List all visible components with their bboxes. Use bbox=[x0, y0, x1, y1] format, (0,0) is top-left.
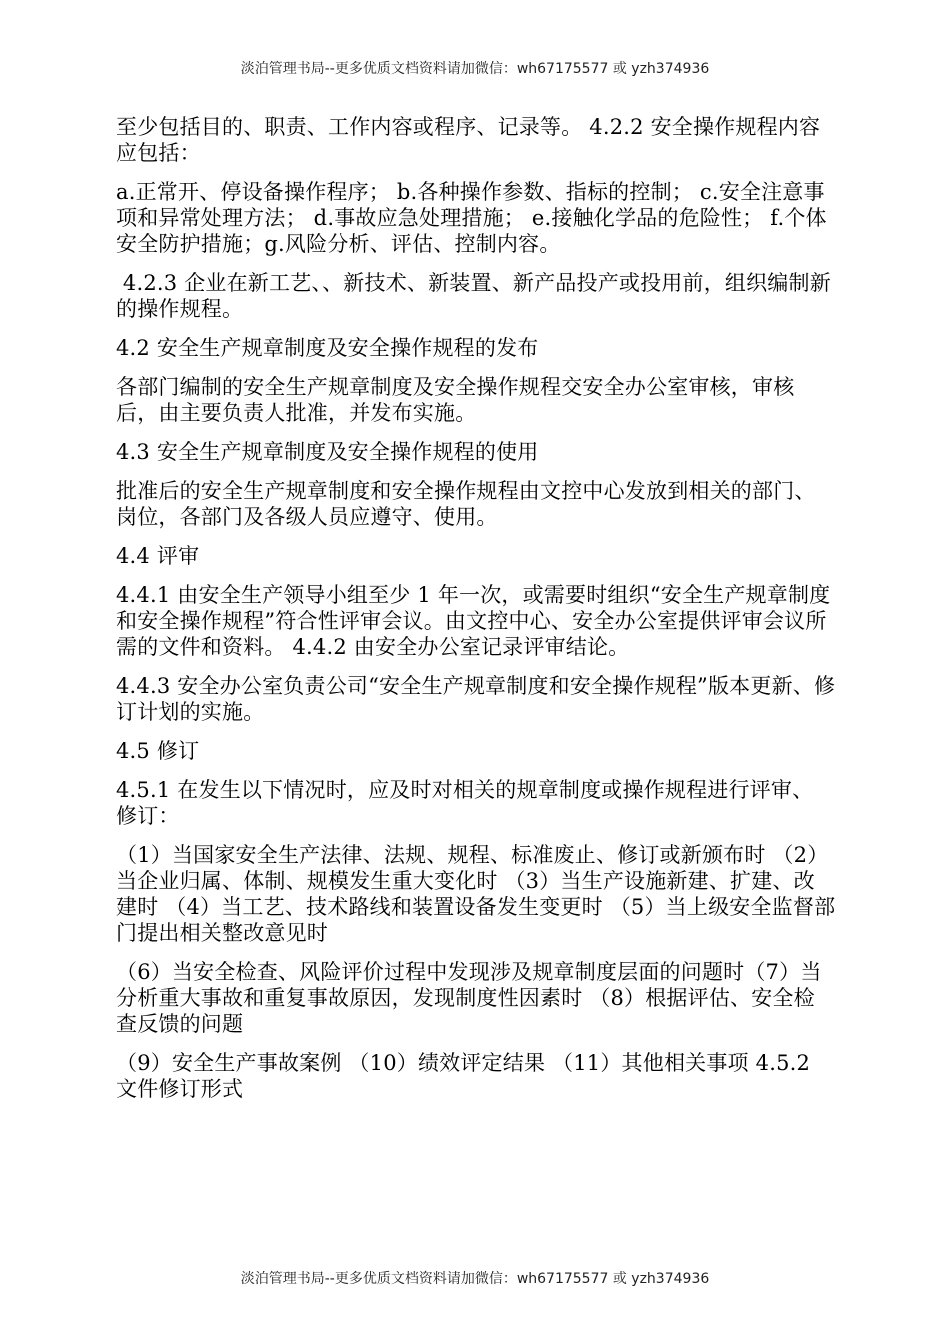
heading-4-4-review: 4.4 评审 bbox=[116, 544, 200, 568]
page-footer: 淡泊管理书局--更多优质文档资料请加微信：wh67175577 或 yzh374936 bbox=[240, 1271, 710, 1287]
paragraph-revision-cases-1-5: （1）当国家安全生产法律、法规、规程、标准废止、修订或新颁布时 （2）当企业归属、体制、规模发生重大变化时 （3）当生产设施新建、扩建、改建时 （4）当工艺、技术路线和装置设备发生变更时 （5）当上级安全监督部门提出相关整改意见时 bbox=[116, 843, 836, 945]
paragraph-publish-process: 各部门编制的安全生产规章制度及安全操作规程交安全办公室审核，审核后，由主要负责人批准，并发布实施。 bbox=[116, 375, 795, 425]
heading-4-2-publish: 4.2 安全生产规章制度及安全操作规程的发布 bbox=[116, 336, 539, 360]
paragraph-4-4-1: 4.4.1 由安全生产领导小组至少 1 年一次，或需要时组织“安全生产规章制度和安全操作规程”符合性评审会议。由文控中心、安全办公室提供评审会议所需的文件和资料。 4.4.2 由安全办公室记录评审结论。 bbox=[116, 583, 831, 659]
document-body bbox=[116, 114, 836, 1115]
heading-4-5-revision: 4.5 修订 bbox=[116, 739, 200, 763]
paragraph-revision-cases-9-11: （9）安全生产事故案例 （10）绩效评定结果 （11）其他相关事项 4.5.2 文件修订形式 bbox=[116, 1051, 817, 1101]
paragraph-use-process: 批准后的安全生产规章制度和安全操作规程由文控中心发放到相关的部门、岗位，各部门及各级人员应遵守、使用。 bbox=[116, 479, 816, 529]
paragraph-operation-contents: a.正常开、停设备操作程序； b.各种操作参数、指标的控制； c.安全注意事项和异常处理方法； d.事故应急处理措施； e.接触化学品的危险性； f.个体安全防护措施；g.风险分析、评估、控制内容。 bbox=[116, 180, 827, 256]
paragraph-4-2-2-intro: 至少包括目的、职责、工作内容或程序、记录等。 4.2.2 安全操作规程内容应包括： bbox=[116, 115, 821, 165]
paragraph-4-2-3: 4.2.3 企业在新工艺、、新技术、新装置、新产品投产或投用前，组织编制新的操作规程。 bbox=[116, 271, 831, 321]
paragraph-revision-cases-6-8: （6）当安全检查、风险评价过程中发现涉及规章制度层面的问题时（7）当分析重大事故和重复事故原因，发现制度性因素时 （8）根据评估、安全检查反馈的问题 bbox=[116, 960, 822, 1036]
heading-4-3-use: 4.3 安全生产规章制度及安全操作规程的使用 bbox=[116, 440, 539, 464]
paragraph-4-4-3: 4.4.3 安全办公室负责公司“安全生产规章制度和安全操作规程”版本更新、修订计划的实施。 bbox=[116, 674, 836, 724]
page-header: 淡泊管理书局--更多优质文档资料请加微信：wh67175577 或 yzh374936 bbox=[240, 61, 710, 77]
paragraph-4-5-1: 4.5.1 在发生以下情况时，应及时对相关的规章制度或操作规程进行评审、 修订： bbox=[116, 778, 821, 828]
